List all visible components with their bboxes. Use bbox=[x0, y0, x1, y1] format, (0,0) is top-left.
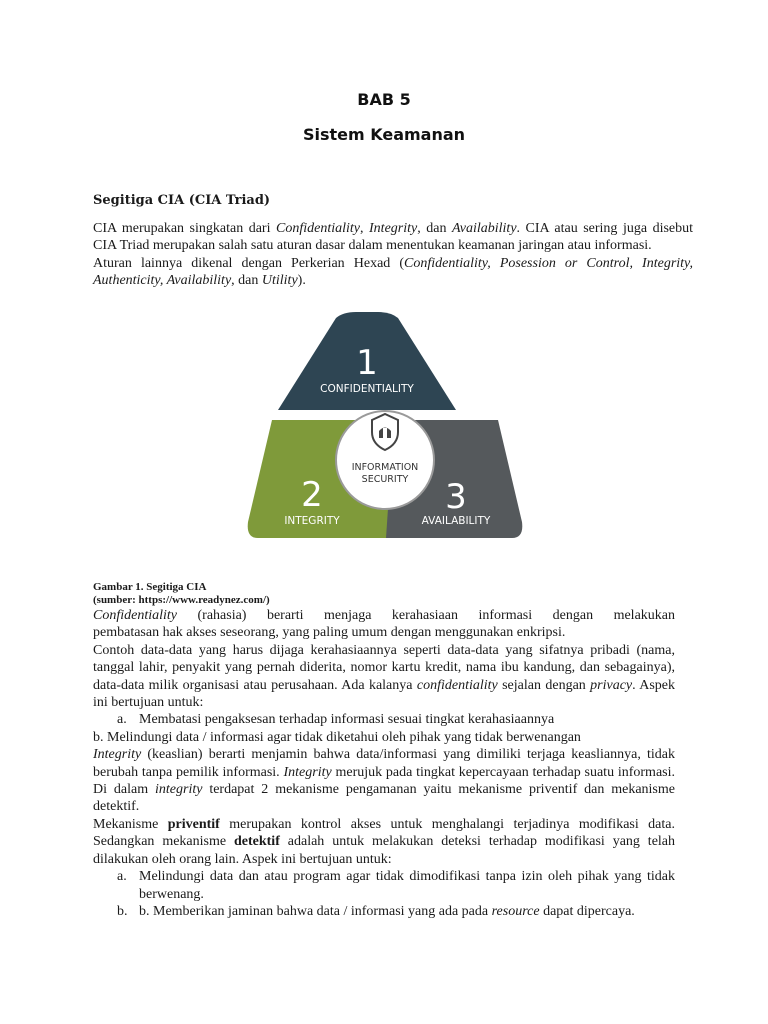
confidentiality-line-2: pembatasan hak akses seseorang, yang paling umum dengan menggunakan enkripsi. bbox=[93, 625, 566, 641]
center-label-line2: SECURITY bbox=[361, 474, 409, 485]
information-security-circle bbox=[336, 411, 434, 509]
confidentiality-list-item-a: a. Membatasi pengaksesan terhadap informasi sesuai tingkat kerahasiaannya bbox=[117, 712, 555, 728]
intro-paragraph-1: CIA merupakan singkatan dari Confidentiality, Integrity, dan Availability. CIA atau sering juga disebut CIA Triad merupakan salah satu aturan dasar dalam menentukan keamanan jaringan atau informasi. bbox=[93, 221, 694, 254]
integrity-list-item-b: b. b. Memberikan jaminan bahwa data / informasi yang ada pada resource dapat dipercaya. bbox=[117, 903, 635, 919]
availability-number: 3 bbox=[445, 477, 467, 517]
center-label-line1: INFORMATION bbox=[351, 462, 419, 473]
chapter-number: BAB 5 bbox=[357, 90, 411, 109]
intro-paragraph-2: Aturan lainnya dikenal dengan Perkerian Hexad (Confidentiality, Posession or Control, Integrity, Authenticity, Availability, dan Utility). bbox=[93, 255, 693, 289]
figure-caption bbox=[93, 581, 270, 606]
confidentiality-label: CONFIDENTIALITY bbox=[320, 383, 414, 395]
body-text bbox=[93, 607, 675, 920]
intro-text bbox=[93, 220, 693, 290]
availability-label: AVAILABILITY bbox=[421, 515, 491, 527]
confidentiality-number: 1 bbox=[356, 343, 378, 383]
cia-triad-diagram bbox=[246, 310, 524, 542]
list-marker: a. bbox=[117, 869, 127, 885]
mechanism-paragraph: Mekanisme priventif merupakan kontrol akses untuk menghalangi terjadinya modifikasi data. Sedangkan mekanisme detektif adalah untuk melakukan deteksi terhadap modifikasi yang telah dilakukan oleh orang lain. Aspek ini bertujuan untuk: bbox=[93, 816, 676, 867]
integrity-list-item-a: a. Melindungi data dan atau program agar tidak dimodifikasi tanpa izin oleh pihak yang tidak berwenang. bbox=[117, 869, 675, 902]
confidentiality-line-1: Confidentiality (rahasia) berarti menjaga kerahasiaan informasi dengan melakukan bbox=[93, 608, 675, 623]
confidentiality-example: Contoh data-data yang harus dijaga kerahasiaannya seperti data-data yang sifatnya pribadi (nama, tanggal lahir, penyakit yang pernah diderita, nomor kartu kredit, nama ibu kandung, dan sebagainya), data-data milik organisasi atau perusahaan. Ada kalanya confidentiality sejalan dengan privacy. Aspek ini bertujuan untuk: bbox=[93, 642, 676, 711]
integrity-number: 2 bbox=[301, 475, 323, 515]
list-marker: b. bbox=[117, 903, 128, 919]
integrity-label: INTEGRITY bbox=[284, 515, 340, 527]
list-marker: a. bbox=[117, 712, 127, 728]
integrity-paragraph: Integrity (keaslian) berarti menjamin bahwa data/informasi yang dimiliki terjaga keasliannya, tidak berubah tanpa pemilik informasi. Integrity merujuk pada tingkat kepercayaan terhadap suatu informasi. Di dalam integrity terdapat 2 mekanisme pengamanan yaitu mekanisme priventif dan mekanisme detektif. bbox=[93, 747, 676, 815]
figure-caption-source: (sumber: https://www.readynez.com/) bbox=[93, 593, 270, 606]
chapter-title: Sistem Keamanan bbox=[302, 125, 466, 144]
section-heading: Segitiga CIA (CIA Triad) bbox=[93, 193, 271, 208]
confidentiality-list-item-b: b. Melindungi data / informasi agar tidak diketahui oleh pihak yang tidak berwenangan bbox=[93, 729, 581, 745]
figure-caption-title: Gambar 1. Segitiga CIA bbox=[93, 581, 207, 593]
